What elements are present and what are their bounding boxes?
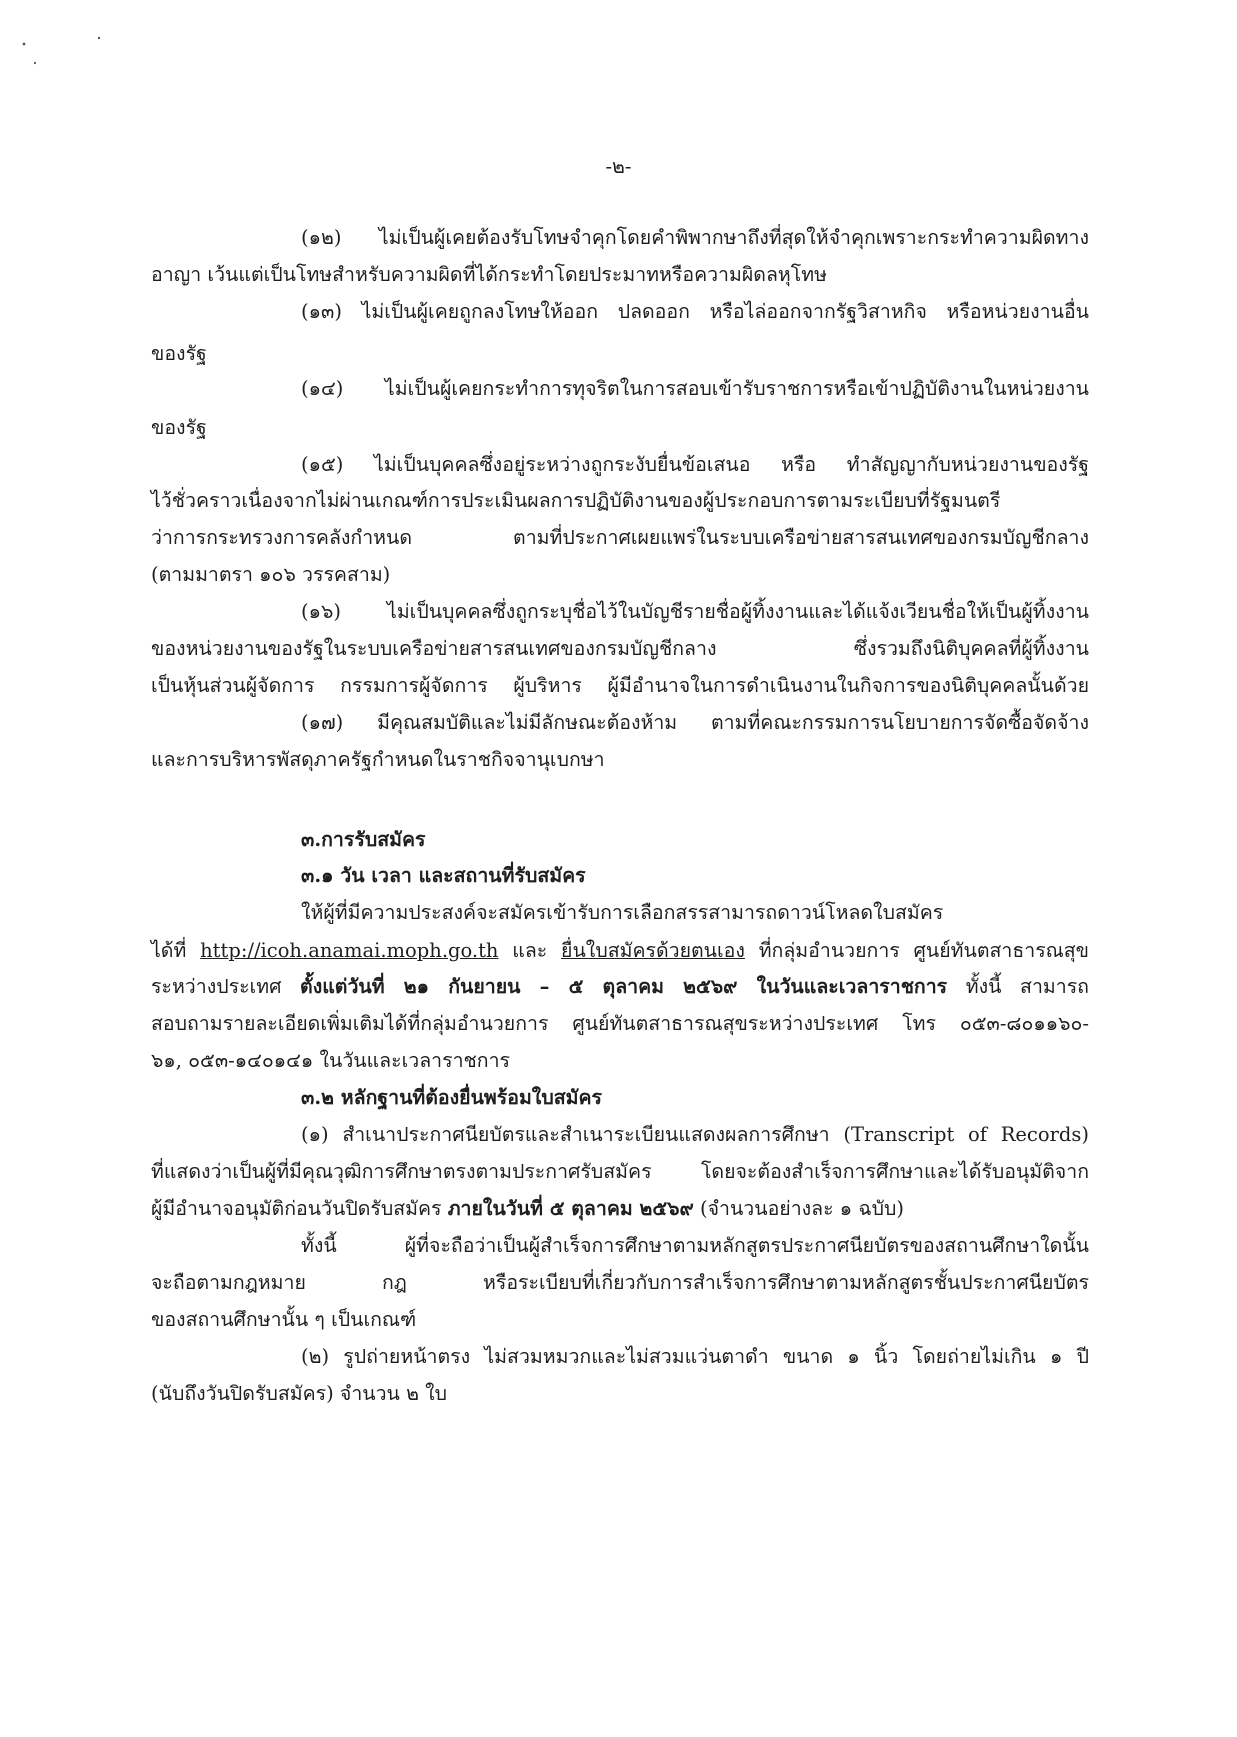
doc2-line2: (นับถึงวันปิดรับสมัคร) จำนวน ๒ ใบ xyxy=(151,1382,448,1405)
application-period: ตั้งแต่วันที่ ๒๑ กันยายน – ๕ ตุลาคม ๒๕๖๙ ในวันและเวลาราชการ xyxy=(300,975,948,998)
section3-2-heading: ๓.๒ หลักฐานที่ต้องยื่นพร้อมใบสมัคร xyxy=(301,1086,602,1109)
q12-line1: (๑๒) ไม่เป็นผู้เคยต้องรับโทษจำคุกโดยคำพิพากษาถึงที่สุดให้จำคุกเพราะกระทำความผิดทาง xyxy=(301,226,1089,249)
section3-1-heading: ๓.๑ วัน เวลา และสถานที่รับสมัคร xyxy=(301,864,586,887)
s31-para-line4: สอบถามรายละเอียดเพิ่มเติมได้ที่กลุ่มอำนวยการ ศูนย์ทันตสาธารณสุขระหว่างประเทศ โทร ๐๕๓-๘๐๑๑๖๐- xyxy=(151,1012,1089,1035)
q16-line3: เป็นหุ้นส่วนผู้จัดการ กรรมการผู้จัดการ ผู้บริหาร ผู้มีอำนาจในการดำเนินงานในกิจการของนิติบุคคลนั้นด้วย xyxy=(151,674,1089,697)
doc1-line3 xyxy=(151,1194,904,1224)
q17-line1: (๑๗) มีคุณสมบัติและไม่มีลักษณะต้องห้าม ตามที่คณะกรรมการนโยบายการจัดซื้อจัดจ้าง xyxy=(301,711,1089,734)
q16-line2: ของหน่วยงานของรัฐในระบบเครือข่ายสารสนเทศของกรมบัญชีกลาง ซึ่งรวมถึงนิติบุคคลที่ผู้ทิ้งงาน xyxy=(151,637,1089,660)
s31-text-a: ได้ที่ xyxy=(151,939,201,962)
q15-line3: ว่าการกระทรวงการคลังกำหนด ตามที่ประกาศเผยแพร่ในระบบเครือข่ายสารสนเทศของกรมบัญชีกลาง xyxy=(151,526,1089,549)
doc1-text-a: ผู้มีอำนาจอนุมัติก่อนวันปิดรับสมัคร xyxy=(151,1197,448,1220)
q14-line2: ของรัฐ xyxy=(151,416,207,439)
website-link[interactable]: http://icoh.anamai.moph.go.th xyxy=(200,939,499,962)
s31-para-line3 xyxy=(151,972,1089,1002)
q12-line2: อาญา เว้นแต่เป็นโทษสำหรับความผิดที่ได้กระทำโดยประมาทหรือความผิดลหุโทษ xyxy=(151,263,827,286)
s31-text-c: ที่กลุ่มอำนวยการ ศูนย์ทันตสาธารณสุข xyxy=(744,939,1090,962)
s31-text-e: ทั้งนี้ สามารถ xyxy=(947,975,1089,998)
doc1-deadline: ภายในวันที่ ๕ ตุลาคม ๒๕๖๙ xyxy=(447,1197,694,1220)
s31-para-line5: ๖๑, ๐๕๓-๑๔๐๑๔๑ ในวันและเวลาราชการ xyxy=(151,1049,511,1072)
q17-line2: และการบริหารพัสดุภาครัฐกำหนดในราชกิจจานุเบกษา xyxy=(151,748,605,771)
doc1-note-line3: ของสถานศึกษานั้น ๆ เป็นเกณฑ์ xyxy=(151,1308,417,1331)
q15-line2: ไว้ชั่วคราวเนื่องจากไม่ผ่านเกณฑ์การประเมินผลการปฏิบัติงานของผู้ประกอบการตามระเบียบที่รัฐมนตรี xyxy=(151,489,1001,512)
s31-text-d: ระหว่างประเทศ xyxy=(151,975,301,998)
q13-line2: ของรัฐ xyxy=(151,342,207,365)
doc1-text-b: (จำนวนอย่างละ ๑ ฉบับ) xyxy=(693,1197,905,1220)
section3-heading: ๓.การรับสมัคร xyxy=(301,828,426,851)
page-number: -๒- xyxy=(605,155,632,178)
q13-line1: (๑๓) ไม่เป็นผู้เคยถูกลงโทษให้ออก ปลดออก หรือไล่ออกจากรัฐวิสาหกิจ หรือหน่วยงานอื่น xyxy=(301,300,1089,323)
doc1-note-line2: จะถือตามกฎหมาย กฎ หรือระเบียบที่เกี่ยวกับการสำเร็จการศึกษาตามหลักสูตรชั้นประกาศนียบัตร xyxy=(151,1271,1089,1294)
apply-in-person-text: ยื่นใบสมัครด้วยตนเอง xyxy=(561,939,745,962)
q16-line1: (๑๖) ไม่เป็นบุคคลซึ่งถูกระบุชื่อไว้ในบัญชีรายชื่อผู้ทิ้งงานและได้แจ้งเวียนชื่อให้เป็นผู้ทิ้งงาน xyxy=(301,600,1089,623)
s31-para-line2 xyxy=(151,936,1089,966)
s31-para-line1: ให้ผู้ที่มีความประสงค์จะสมัครเข้ารับการเลือกสรรสามารถดาวน์โหลดใบสมัคร xyxy=(301,901,944,924)
q15-line1: (๑๕) ไม่เป็นบุคคลซึ่งอยู่ระหว่างถูกระงับยื่นข้อเสนอ หรือ ทำสัญญากับหน่วยงานของรัฐ xyxy=(301,453,1089,476)
scan-specks xyxy=(0,0,130,80)
q15-line4: (ตามมาตรา ๑๐๖ วรรคสาม) xyxy=(151,563,391,586)
doc1-line2: ที่แสดงว่าเป็นผู้ที่มีคุณวุฒิการศึกษาตรงตามประกาศรับสมัคร โดยจะต้องสำเร็จการศึกษาและได้รับอนุมัติจาก xyxy=(151,1160,1089,1183)
s31-text-b: และ xyxy=(498,939,562,962)
doc2-line1: (๒) รูปถ่ายหน้าตรง ไม่สวมหมวกและไม่สวมแว่นตาดำ ขนาด ๑ นิ้ว โดยถ่ายไม่เกิน ๑ ปี xyxy=(301,1345,1089,1368)
doc1-note-line1: ทั้งนี้ ผู้ที่จะถือว่าเป็นผู้สำเร็จการศึกษาตามหลักสูตรประกาศนียบัตรของสถานศึกษาใดนั้น xyxy=(301,1234,1089,1257)
q14-line1: (๑๔) ไม่เป็นผู้เคยกระทำการทุจริตในการสอบเข้ารับราชการหรือเข้าปฏิบัติงานในหน่วยงาน xyxy=(301,377,1089,400)
doc1-line1: (๑) สำเนาประกาศนียบัตรและสำเนาระเบียนแสดงผลการศึกษา (Transcript of Records) xyxy=(301,1123,1089,1146)
